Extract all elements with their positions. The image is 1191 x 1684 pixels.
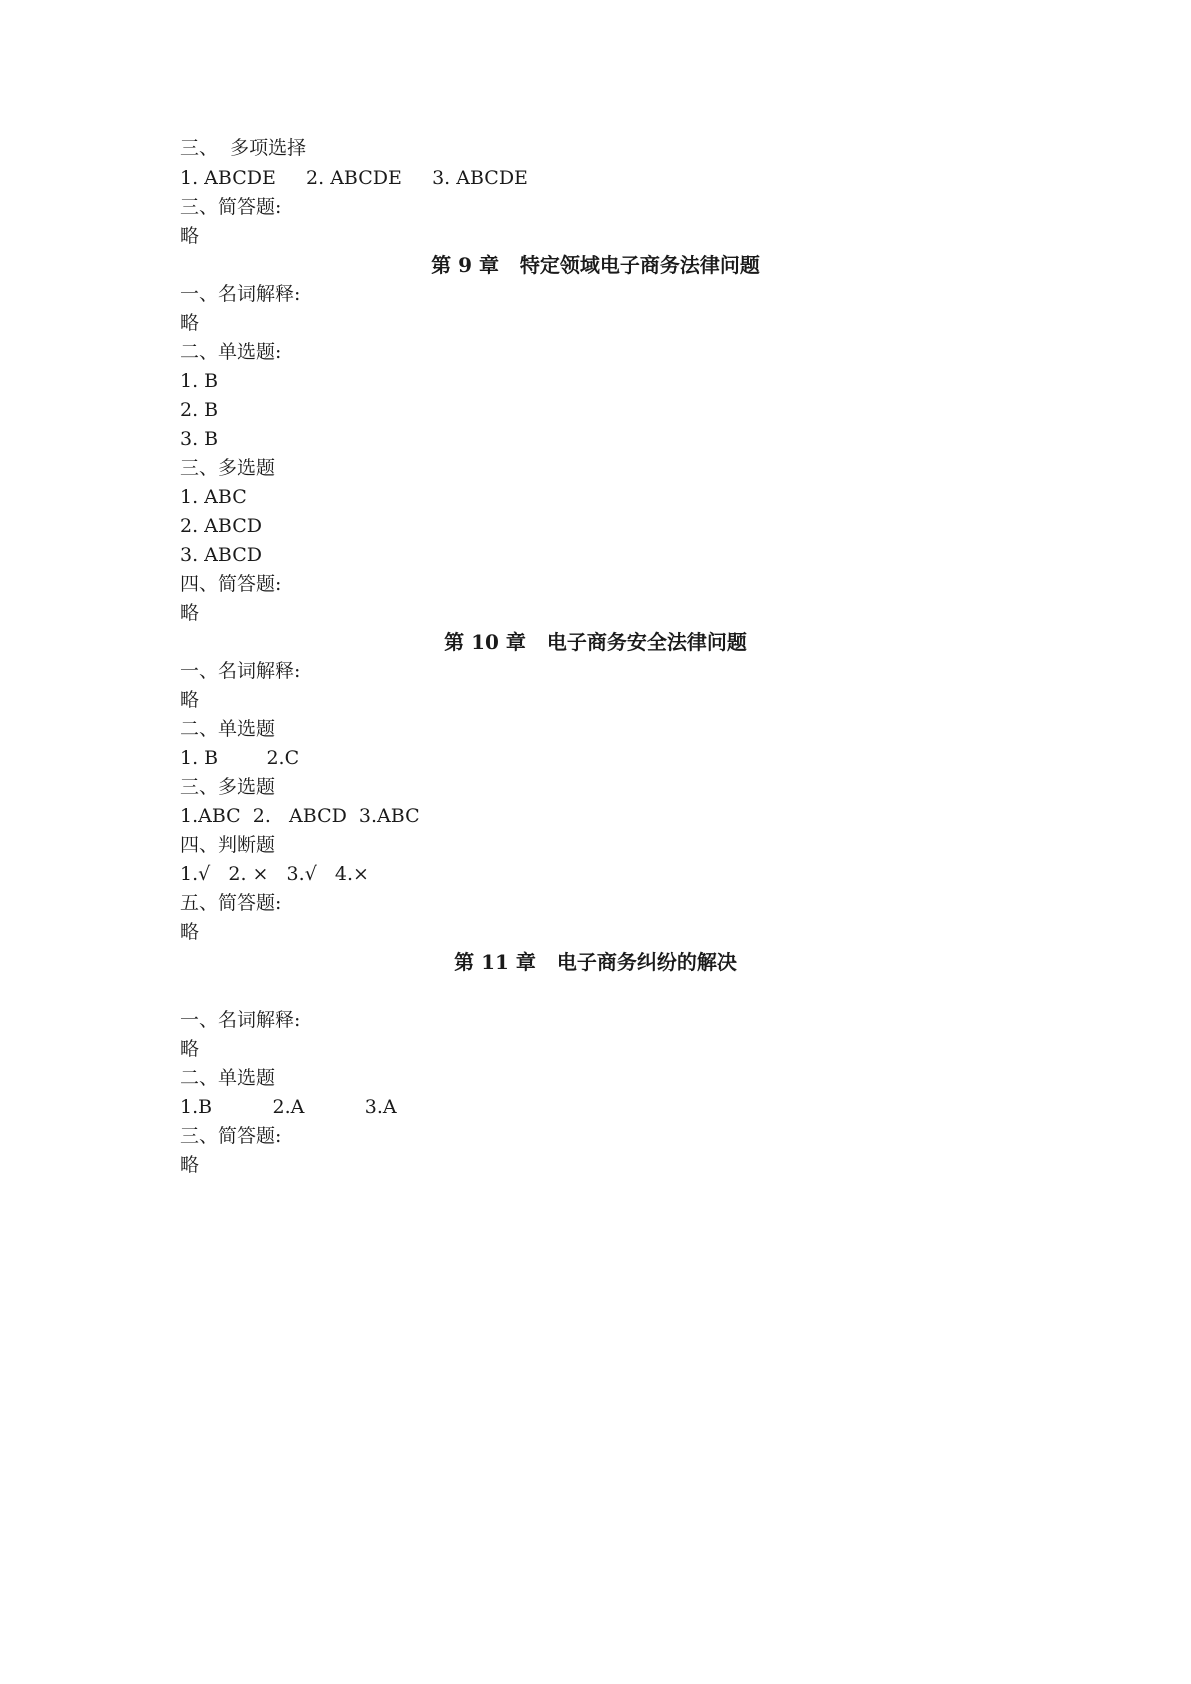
ch9-single-title: 二、单选题: xyxy=(180,341,282,363)
ch9-short-body: 略 xyxy=(180,602,200,624)
ch11-short-title: 三、简答题: xyxy=(180,1125,282,1147)
multi-choice-answers: 1. ABCDE 2. ABCDE 3. ABCDE xyxy=(180,167,528,189)
ch10-short-body: 略 xyxy=(180,921,200,943)
ch11-single-answers: 1.B 2.A 3.A xyxy=(180,1096,397,1118)
ch10-terms-title: 一、名词解释: xyxy=(180,660,301,682)
ch9-multi-title: 三、多选题 xyxy=(180,457,276,479)
chapter-9-heading: 第 9 章 特定领域电子商务法律问题 xyxy=(431,253,760,277)
chapter-11-heading: 第 11 章 电子商务纠纷的解决 xyxy=(454,950,737,974)
ch11-short-body: 略 xyxy=(180,1154,200,1176)
multi-choice-section-title: 三、 多项选择 xyxy=(180,137,307,159)
ch9-terms-body: 略 xyxy=(180,312,200,334)
ch9-single-answer: 2. B xyxy=(180,399,219,421)
ch9-single-answer: 1. B xyxy=(180,370,219,392)
ch10-terms-body: 略 xyxy=(180,689,200,711)
ch9-multi-answer: 3. ABCD xyxy=(180,544,262,566)
ch10-judge-title: 四、判断题 xyxy=(180,834,276,856)
ch9-short-title: 四、简答题: xyxy=(180,573,282,595)
ch10-single-answers: 1. B 2.C xyxy=(180,747,300,769)
chapter-10-heading: 第 10 章 电子商务安全法律问题 xyxy=(444,630,747,654)
ch11-terms-body: 略 xyxy=(180,1038,200,1060)
ch11-single-title: 二、单选题 xyxy=(180,1067,276,1089)
short-answer-section-title: 三、简答题: xyxy=(180,196,282,218)
short-answer-body: 略 xyxy=(180,225,200,247)
ch9-single-answer: 3. B xyxy=(180,428,219,450)
ch10-multi-answers: 1.ABC 2. ABCD 3.ABC xyxy=(180,805,420,827)
ch10-judge-answers: 1.√ 2. × 3.√ 4.× xyxy=(180,863,369,885)
ch10-multi-title: 三、多选题 xyxy=(180,776,276,798)
ch10-short-title: 五、简答题: xyxy=(180,892,282,914)
ch9-multi-answer: 2. ABCD xyxy=(180,515,262,537)
ch9-terms-title: 一、名词解释: xyxy=(180,283,301,305)
ch10-single-title: 二、单选题 xyxy=(180,718,276,740)
ch11-terms-title: 一、名词解释: xyxy=(180,1009,301,1031)
ch9-multi-answer: 1. ABC xyxy=(180,486,247,508)
